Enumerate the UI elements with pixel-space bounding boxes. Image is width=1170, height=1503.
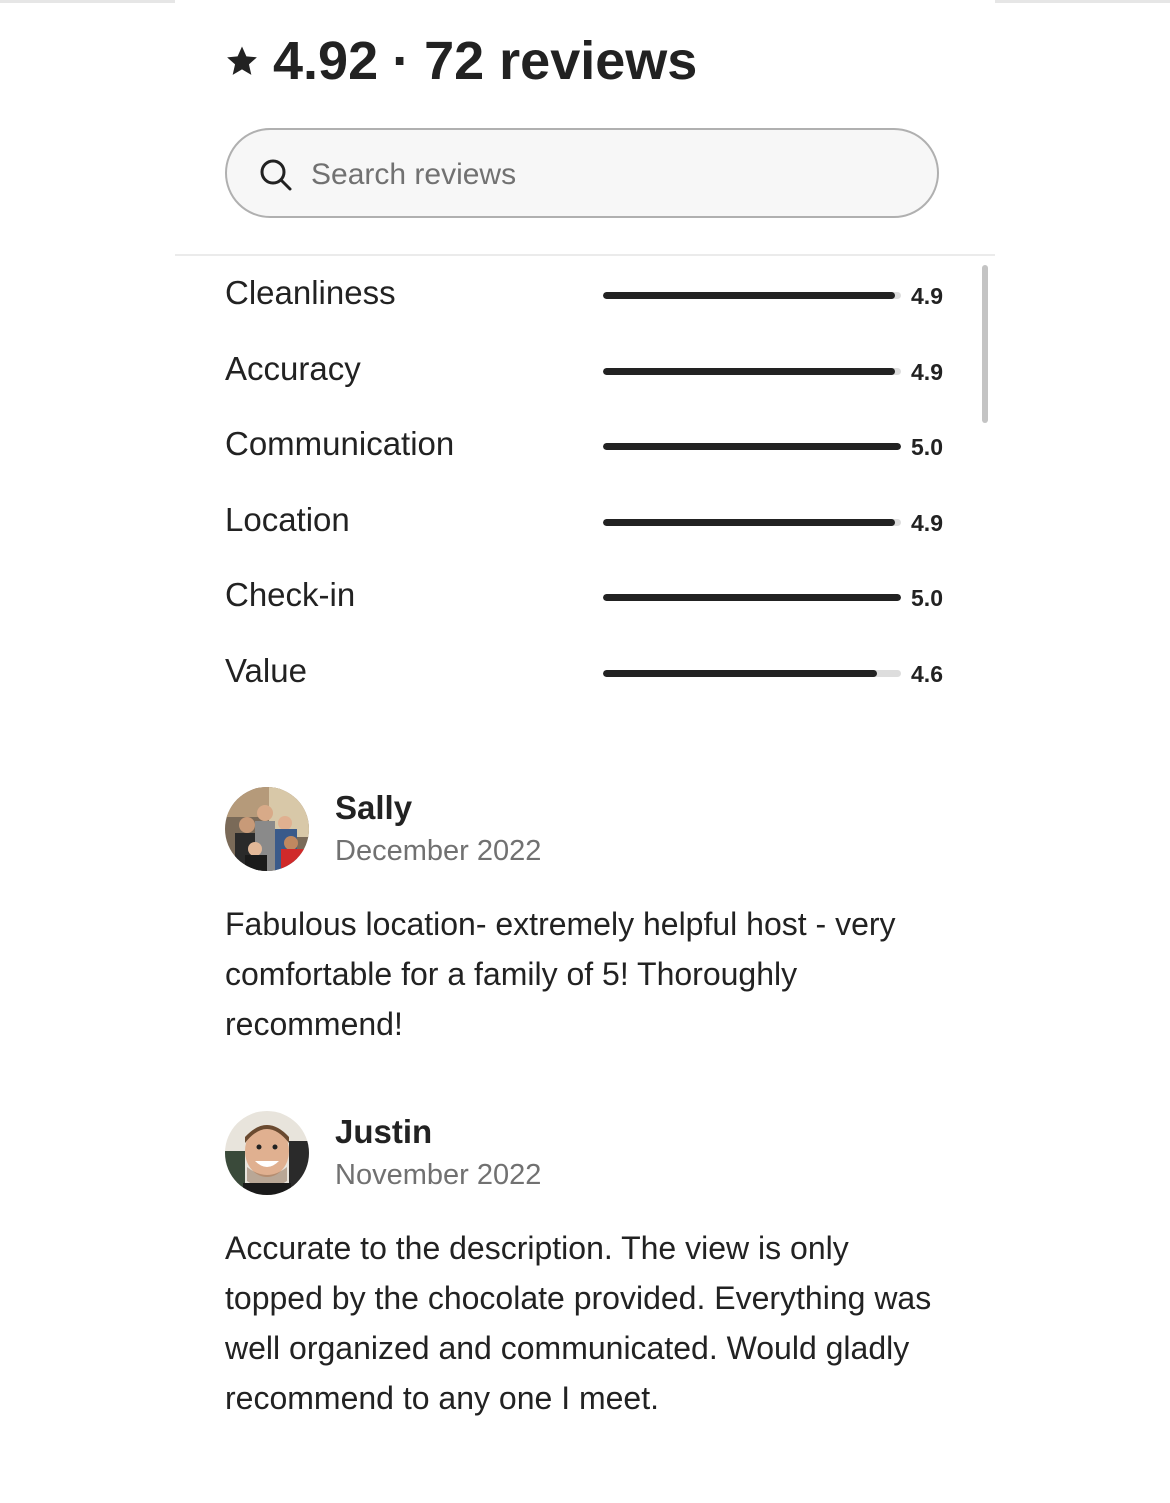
rating-row-communication xyxy=(225,421,945,497)
rating-label: Communication xyxy=(225,425,455,463)
review-date: December 2022 xyxy=(335,835,542,867)
right-edge-line xyxy=(995,0,1170,3)
rating-value: 4.6 xyxy=(911,660,943,687)
rating-label: Accuracy xyxy=(225,349,361,387)
search-icon xyxy=(259,158,293,197)
header-divider xyxy=(175,254,995,256)
rating-bar xyxy=(603,594,901,601)
rating-bar xyxy=(603,443,901,450)
reviews-panel xyxy=(175,0,995,1503)
rating-row-check-in xyxy=(225,572,945,648)
search-reviews-box[interactable] xyxy=(225,128,939,218)
avatar[interactable] xyxy=(225,1111,309,1195)
rating-bar-fill xyxy=(603,443,901,450)
rating-value: 4.9 xyxy=(911,283,943,309)
avatar[interactable] xyxy=(225,787,309,871)
reviews-header xyxy=(225,30,697,92)
rating-label: Check-in xyxy=(225,576,356,614)
review-text: Fabulous location- extremely helpful host - very comfortable for a family of 5! Thoroughly recommend! xyxy=(225,906,896,1042)
rating-bar xyxy=(603,519,901,526)
rating-bar-fill xyxy=(603,292,895,299)
reviews-count: 72 reviews xyxy=(424,31,698,91)
overall-rating: 4.92 xyxy=(273,31,379,91)
header-separator: · xyxy=(392,31,411,91)
review-text: Accurate to the description. The view is only topped by the chocolate provided. Everything was well organized and communicated. Would gladly recommend to any one I meet. xyxy=(225,1230,932,1416)
rating-bar-fill xyxy=(603,368,895,375)
rating-bar xyxy=(603,670,901,677)
rating-label: Value xyxy=(225,651,307,689)
category-ratings xyxy=(225,270,945,724)
left-edge-line xyxy=(0,0,175,3)
rating-bar-fill xyxy=(603,519,895,526)
rating-value: 5.0 xyxy=(911,434,943,461)
rating-row-location xyxy=(225,497,945,573)
review-date: November 2022 xyxy=(335,1159,542,1191)
rating-label: Cleanliness xyxy=(225,274,396,311)
rating-row-accuracy xyxy=(225,346,945,422)
search-input[interactable] xyxy=(309,150,913,200)
reviewer-name: Justin xyxy=(335,1113,433,1150)
rating-bar-fill xyxy=(603,594,901,601)
rating-row-value xyxy=(225,648,945,724)
rating-bar-fill xyxy=(603,670,877,677)
rating-value: 4.9 xyxy=(911,358,943,385)
rating-value: 4.9 xyxy=(911,509,943,536)
scrollbar[interactable] xyxy=(982,265,988,423)
rating-value: 5.0 xyxy=(911,585,943,612)
rating-label: Location xyxy=(225,500,350,538)
reviewer-name: Sally xyxy=(335,789,413,826)
rating-row-cleanliness xyxy=(225,270,945,346)
star-icon xyxy=(225,44,259,78)
rating-bar xyxy=(603,292,901,299)
rating-bar xyxy=(603,368,901,375)
